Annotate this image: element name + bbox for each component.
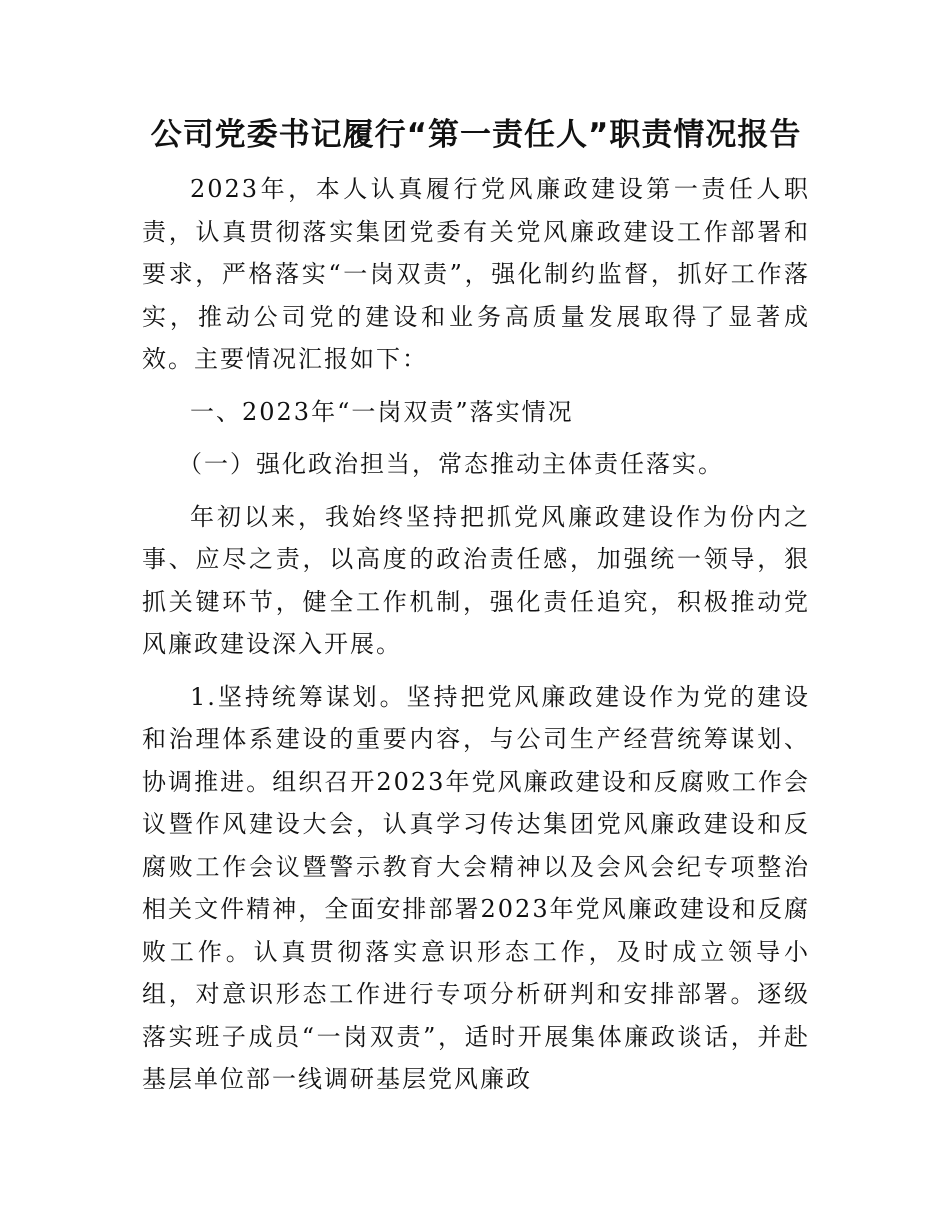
body-paragraph-1: 年初以来，我始终坚持把抓党风廉政建设作为份内之事、应尽之责，以高度的政治责任感，加强统一领导，狠抓关键环节，健全工作机制，强化责任追究，积极推动党风廉政建设深入开展。 bbox=[142, 502, 810, 658]
body-paragraph-2: 1.坚持统筹谋划。坚持把党风廉政建设作为党的建设和治理体系建设的重要内容，与公司生产经营统筹谋划、协调推进。组织召开2023年党风廉政建设和反腐败工作会议暨作风建设大会，认真学习传达集团党风廉政建设和反腐败工作会议暨警示教育大会精神以及会风会纪专项整治相关文件精神，全面安排部署2023年党风廉政建设和反腐败工作。认真贯彻落实意识形态工作，及时成立领导小组，对意识形态工作进行专项分析研判和安排部署。逐级落实班子成员“一岗双责”，适时开展集体廉政谈话，并赴基层单位部一线调研基层党风廉政 bbox=[142, 682, 810, 1093]
subsection-heading: （一）强化政治担当，常态推动主体责任落实。 bbox=[178, 450, 724, 478]
document-title: 公司党委书记履行“第一责任人”职责情况报告 bbox=[150, 117, 802, 153]
intro-paragraph: 2023年，本人认真履行党风廉政建设第一责任人职责，认真贯彻落实集团党委有关党风廉政建设工作部署和要求，严格落实“一岗双责”，强化制约监督，抓好工作落实，推动公司党的建设和业务高质量发展取得了显著成效。主要情况汇报如下： bbox=[142, 175, 810, 373]
section-heading: 一、2023年“一岗双责”落实情况 bbox=[190, 397, 574, 426]
